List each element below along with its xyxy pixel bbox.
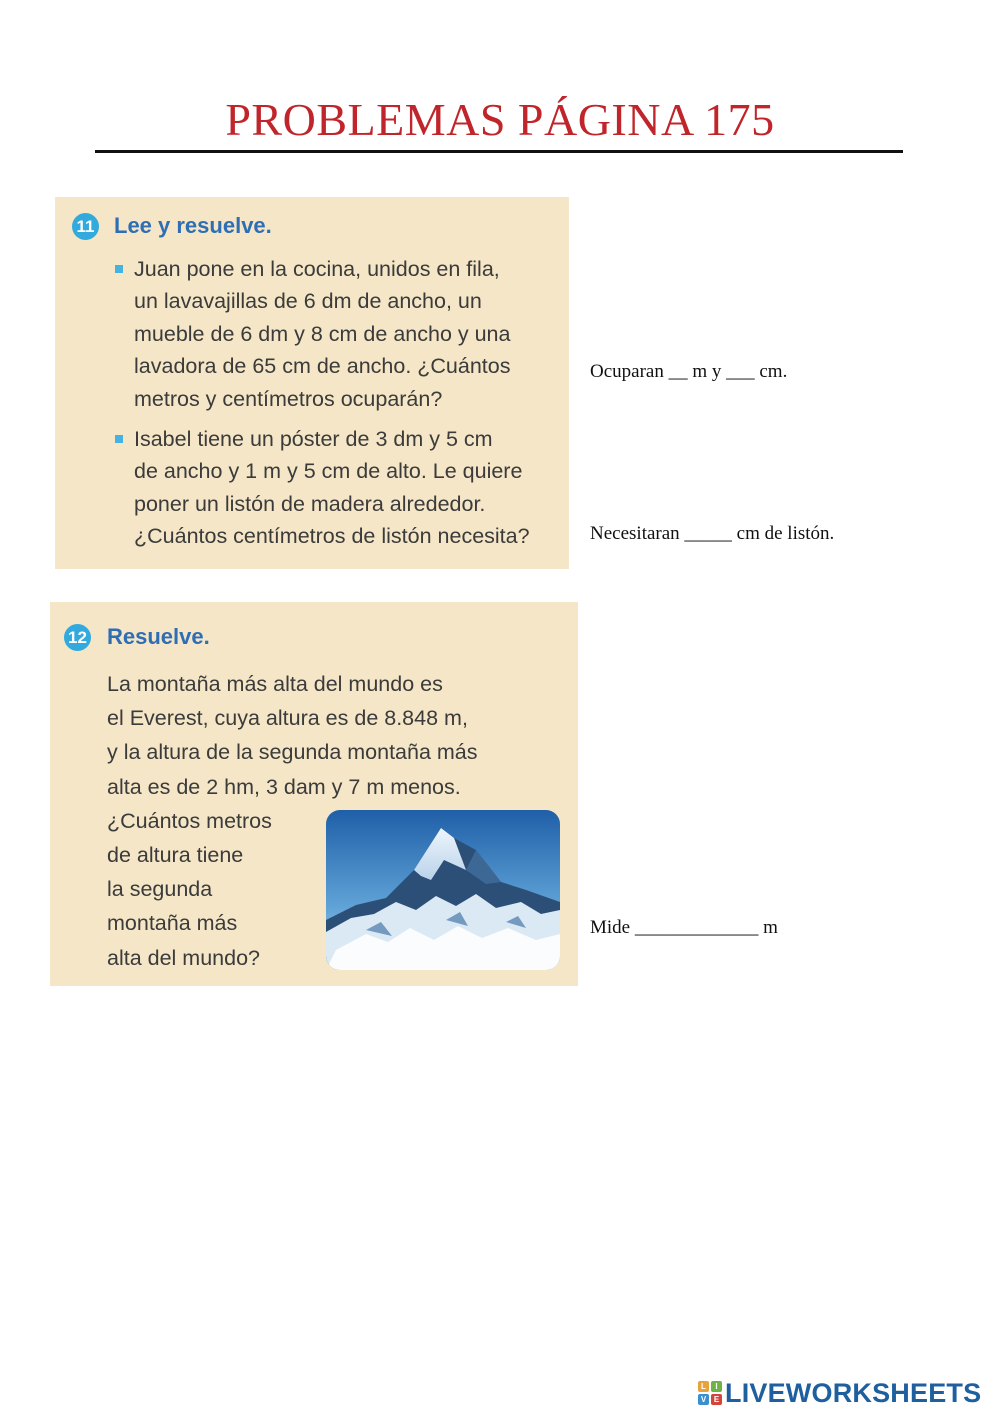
liveworksheets-logo[interactable] [698,1378,981,1408]
bullet-icon [115,435,123,443]
logo-text: LIVEWORKSHEETS [725,1377,982,1408]
bullet-icon [115,265,123,273]
logo-grid-icon: L I V E [698,1381,722,1405]
problem-number-badge: 12 [64,624,91,651]
answer-field-12[interactable]: Mide _____________ m [590,917,778,938]
answer-field-11a[interactable]: Ocuparan __ m y ___ cm. [590,361,788,382]
problem-11-card [55,197,569,569]
title-underline [95,150,903,153]
problem-11-item-1: Juan pone en la cocina, unidos en fila, un lavavajillas de 6 dm de ancho, un mueble de 6 dm y 8 cm de ancho y una lavadora de 65 cm de ancho. ¿Cuántos metros y centímetros ocuparán? [134,257,511,411]
problem-11-item-2: Isabel tiene un póster de 3 dm y 5 cm de ancho y 1 m y 5 cm de alto. Le quiere poner un listón de madera alrededor. ¿Cuántos centímetros de listón necesita? [134,427,530,549]
mountain-photo [326,810,560,970]
problem-12-card [50,602,578,986]
problem-12-statement: La montaña más alta del mundo es el Everest, cuya altura es de 8.848 m, y la altura de la segunda montaña más alta es de 2 hm, 3 dam y 7 m menos. ¿Cuántos metros de altura tiene la segunda montaña más alta del mundo? [107,672,478,970]
page-title: PROBLEMAS PÁGINA 175 [225,94,775,145]
problem-number-badge: 11 [72,213,99,240]
problem-heading: Lee y resuelve. [114,213,272,238]
answer-field-11b[interactable]: Necesitaran _____ cm de listón. [590,523,835,544]
problem-heading: Resuelve. [107,624,210,649]
